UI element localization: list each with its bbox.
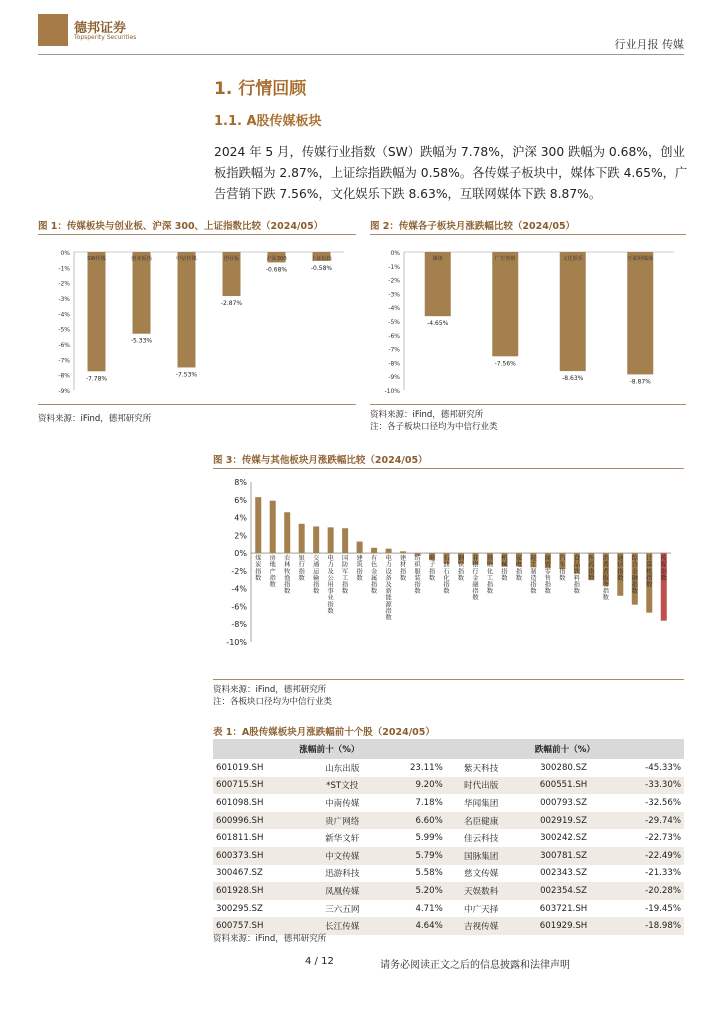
data-label: -7.56%: [494, 360, 516, 368]
stock-name: 紫天科技: [463, 763, 499, 774]
stock-code: 002919.SZ: [517, 812, 611, 830]
header-gainers: 涨幅前十（%）: [213, 739, 446, 759]
y-tick-label: -6%: [231, 602, 247, 612]
category-label: 钢铁指数: [457, 555, 465, 582]
stock-name: 佳云科技: [463, 834, 499, 845]
stock-change: 7.18%: [415, 797, 443, 808]
stock-name: 中南传媒: [325, 798, 360, 809]
stock-name: 凤凰传媒: [307, 882, 378, 900]
category-label: 消费者服务指数: [602, 555, 609, 602]
figure2-source: 资料来源：iFind，德邦研究所: [370, 410, 484, 420]
stock-code: 600715.SH: [213, 777, 307, 795]
stock-code: 300295.SZ: [216, 903, 263, 914]
bar: [270, 501, 276, 553]
stock-code: 300781.SZ: [517, 847, 611, 865]
y-tick-label: -3%: [388, 291, 400, 299]
category-label: 房地产指数: [269, 555, 276, 589]
stock-change: -19.45%: [645, 903, 681, 914]
stock-name: 新华文轩: [325, 834, 360, 845]
data-label: -8.87%: [629, 378, 651, 386]
stock-change: 5.99%: [415, 833, 443, 844]
stock-name: 时代出版: [446, 777, 517, 795]
stock-name: 国脉集团: [446, 847, 517, 865]
data-label: -0.58%: [310, 264, 333, 272]
stock-name: 迅游科技: [325, 869, 360, 880]
stock-change: -21.33%: [645, 868, 681, 879]
y-tick-label: -5%: [58, 326, 70, 334]
stock-code: 600757.SH: [213, 917, 307, 935]
stock-change: 4.71%: [415, 903, 443, 914]
category-label: 煤炭指数: [255, 555, 262, 582]
y-tick-label: -2%: [231, 566, 247, 576]
stock-name: 中文传媒: [307, 847, 378, 865]
table-header-row: [213, 739, 684, 759]
bar: [386, 549, 392, 553]
summary-paragraph: 2024 年 5 月，传媒行业指数（SW）跌幅为 7.78%，沪深 300 跌幅为 0.68%，创业板指跌幅为 2.87%，上证综指跌幅为 0.58%。各传媒子板块中，媒体下跌 4.65%，广告营销下跌 7.56%，文化娱乐下跌 8.63%，互联网媒体下跌 8.87%。: [214, 145, 688, 201]
stock-change: 5.79%: [378, 847, 446, 865]
figure2-title: 图 2：传媒各子板块月涨跌幅比较（2024/05）: [370, 221, 576, 232]
bar: [627, 252, 653, 374]
company-logo-icon: [38, 14, 68, 46]
y-tick-label: -8%: [231, 620, 247, 630]
category-label: 非银行金融指数: [472, 555, 479, 602]
data-label: -7.53%: [175, 371, 198, 379]
category-label: 互联网媒体: [627, 256, 654, 262]
stock-code: 601929.SH: [517, 917, 611, 935]
table-row: [213, 777, 684, 795]
bar: [255, 497, 261, 553]
category-label: 纺织服装指数: [414, 555, 421, 596]
stock-name: 贵广网络: [307, 812, 378, 830]
category-label: 创业板: [223, 256, 240, 262]
y-tick-label: -1%: [388, 263, 400, 271]
y-tick-label: -6%: [388, 332, 400, 340]
stock-change: 9.20%: [378, 777, 446, 795]
y-tick-label: -4%: [388, 305, 400, 313]
stock-change: 5.58%: [415, 868, 443, 879]
stock-code: 603721.SH: [539, 903, 588, 914]
category-label: 电子指数: [428, 555, 436, 582]
figure1-rule: [38, 234, 356, 235]
stock-code: 600551.SH: [517, 777, 611, 795]
category-label: 商贸零售指数: [544, 555, 551, 596]
stock-name: 慈文传媒: [463, 869, 499, 880]
stock-change: -45.33%: [645, 762, 681, 773]
table-row: [213, 812, 684, 830]
figure3-title: 图 3：传媒与其他板块月涨跌幅比较（2024/05）: [213, 455, 428, 466]
category-label: 汽车指数: [559, 555, 566, 582]
header-losers: 跌幅前十（%）: [446, 739, 684, 759]
y-tick-label: -9%: [58, 388, 70, 395]
page-number: 4 / 12: [305, 956, 334, 967]
category-label: 综合金融指数: [631, 555, 638, 596]
bar: [492, 252, 518, 356]
data-label: -4.65%: [427, 320, 449, 328]
category-label: 中信传媒: [176, 256, 197, 262]
stock-change: 5.20%: [378, 882, 446, 900]
category-label: 石油石化指数: [443, 555, 450, 596]
category-label: 电力设备及新能源指数: [385, 555, 392, 622]
stock-change: -32.56%: [645, 797, 681, 808]
stock-change: -33.30%: [610, 777, 684, 795]
y-tick-label: 0%: [60, 250, 70, 257]
category-label: 文化娱乐: [562, 256, 584, 262]
category-label: 计算机指数: [646, 555, 653, 589]
stock-change: -22.49%: [610, 847, 684, 865]
stock-name: 华闻集团: [463, 798, 499, 809]
y-tick-label: -4%: [58, 311, 70, 319]
data-label: -0.68%: [265, 266, 288, 274]
category-label: 基础化工指数: [486, 555, 494, 596]
table1-title: 表 1：A股传媒板块月涨跌幅前十个股（2024/05）: [213, 727, 435, 738]
category-label: 轻工制造指数: [530, 555, 537, 596]
figure2-note: 注：各子板块口径均为中信行业类: [370, 422, 498, 432]
stock-change: -20.28%: [610, 882, 684, 900]
bar: [400, 551, 406, 553]
logo-english-name: Topsperity Securities: [74, 34, 137, 41]
category-label: 沪深300: [266, 256, 287, 262]
y-tick-label: -3%: [58, 296, 70, 303]
stock-change: 4.64%: [378, 917, 446, 935]
figure3-bottom-rule: [213, 679, 684, 680]
category-label: 医药指数: [588, 555, 595, 582]
stock-change: -29.74%: [610, 812, 684, 830]
category-label: 家电指数: [515, 555, 523, 582]
stock-code: 600373.SH: [213, 847, 307, 865]
category-label: 媒体: [432, 256, 443, 262]
y-tick-label: 6%: [234, 495, 247, 505]
bar: [178, 252, 196, 367]
category-label: SW传媒: [87, 256, 106, 262]
y-tick-label: -8%: [58, 372, 70, 380]
y-tick-label: -8%: [388, 360, 400, 368]
data-label: -2.87%: [220, 300, 243, 308]
figure3-source: 资料来源：iFind，德邦研究所: [213, 685, 327, 695]
category-label: 建筑指数: [356, 555, 363, 582]
bar: [371, 548, 377, 553]
category-label: 建材指数: [399, 555, 407, 582]
table-row: [213, 829, 684, 847]
category-label: 银行指数: [298, 555, 305, 582]
disclaimer: 请务必阅读正文之后的信息披露和法律声明: [380, 960, 570, 971]
y-tick-label: -6%: [58, 342, 70, 349]
bar: [299, 524, 305, 553]
data-label: -7.78%: [85, 375, 108, 383]
header-divider: [38, 54, 684, 55]
section-heading: 1. 行情回顾: [214, 79, 307, 99]
figure1-chart: [38, 240, 356, 400]
table1-source: 资料来源：iFind，德邦研究所: [213, 934, 327, 944]
bar: [88, 252, 106, 371]
stock-code: 601019.SH: [216, 762, 264, 773]
y-tick-label: 0%: [234, 549, 247, 559]
bar: [133, 252, 151, 334]
figure2-chart: [370, 240, 686, 400]
category-label: 交通运输指数: [313, 555, 320, 596]
stock-code: 601928.SH: [213, 882, 307, 900]
y-tick-label: -5%: [388, 319, 400, 326]
table-row: [213, 759, 684, 777]
figure2-rule: [370, 234, 686, 235]
table-row: [213, 847, 684, 865]
category-label: 创业板指: [131, 256, 152, 262]
table-row: [213, 865, 684, 883]
y-tick-label: -2%: [388, 277, 400, 285]
bar: [284, 512, 290, 553]
table-row: [213, 794, 684, 812]
category-label: 电力及公用事业指数: [327, 555, 334, 615]
stock-code: 002343.SZ: [540, 868, 587, 879]
stock-code: 601811.SH: [216, 833, 264, 844]
category-label: 广告营销: [494, 256, 516, 262]
data-label: -5.33%: [130, 337, 153, 345]
y-tick-label: -2%: [58, 280, 70, 288]
category-label: 国防军工指数: [342, 555, 349, 596]
stock-name: 名臣健康: [446, 812, 517, 830]
figure3-chart: [213, 472, 684, 674]
stock-code: 000793.SZ: [540, 797, 587, 808]
y-tick-label: -4%: [231, 584, 247, 594]
bar: [313, 526, 319, 553]
y-tick-label: -1%: [58, 265, 70, 273]
stock-name: 山东出版: [325, 763, 360, 774]
stock-name: 吉视传媒: [446, 917, 517, 935]
y-tick-label: 2%: [234, 531, 247, 541]
y-tick-label: -9%: [388, 374, 400, 382]
stock-name: 三六五网: [325, 904, 360, 915]
stock-ranking-table: [213, 739, 684, 935]
stock-name: 天娱数科: [446, 882, 517, 900]
y-tick-label: 8%: [234, 478, 247, 487]
bar: [328, 527, 334, 553]
stock-change: 23.11%: [409, 762, 443, 773]
figure3-note: 注：各板块口径均为中信行业类: [213, 697, 333, 707]
category-label: 食品饮料指数: [573, 555, 580, 596]
stock-code: 600996.SH: [213, 812, 307, 830]
category-label: 通信指数: [617, 555, 624, 582]
y-tick-label: 4%: [234, 513, 247, 523]
report-type: 行业月报 传媒: [614, 38, 684, 51]
y-tick-label: -10%: [384, 388, 400, 395]
stock-code: 300467.SZ: [216, 868, 263, 879]
y-tick-label: 0%: [390, 250, 400, 257]
figure1-title: 图 1：传媒板块与创业板、沪深 300、上证指数比较（2024/05）: [38, 221, 324, 232]
stock-change: -22.73%: [645, 833, 681, 844]
category-label: 有色金属指数: [371, 555, 378, 596]
stock-code: 601098.SH: [216, 797, 264, 808]
logo-name: 德邦证券: [74, 21, 127, 36]
stock-change: 6.60%: [378, 812, 446, 830]
y-tick-label: -7%: [58, 357, 70, 365]
category-label: 上证综指: [311, 256, 332, 262]
figure1-source: 资料来源：iFind，德邦研究所: [38, 414, 152, 424]
table-row: [213, 900, 684, 918]
bar: [560, 252, 586, 371]
stock-code: 300280.SZ: [540, 762, 587, 773]
bar: [357, 542, 363, 554]
table-row: [213, 882, 684, 900]
stock-change: -18.98%: [610, 917, 684, 935]
figure2-bottom-rule: [370, 404, 686, 405]
bar: [342, 528, 348, 553]
y-tick-label: -10%: [226, 638, 247, 647]
figure1-bottom-rule: [38, 404, 356, 405]
stock-name: 长江传媒: [307, 917, 378, 935]
y-tick-label: -7%: [388, 346, 400, 354]
stock-code: 300242.SZ: [540, 833, 587, 844]
stock-name: 中广天择: [463, 904, 499, 915]
stock-name: *ST文投: [307, 777, 378, 795]
category-label: 传媒指数: [660, 555, 667, 582]
stock-code: 002354.SZ: [517, 882, 611, 900]
category-label: 机械指数: [501, 555, 508, 582]
figure3-rule: [213, 468, 684, 469]
category-label: 农林牧渔指数: [284, 555, 291, 596]
subsection-heading: 1.1. A股传媒板块: [214, 114, 322, 129]
data-label: -8.63%: [562, 375, 584, 383]
